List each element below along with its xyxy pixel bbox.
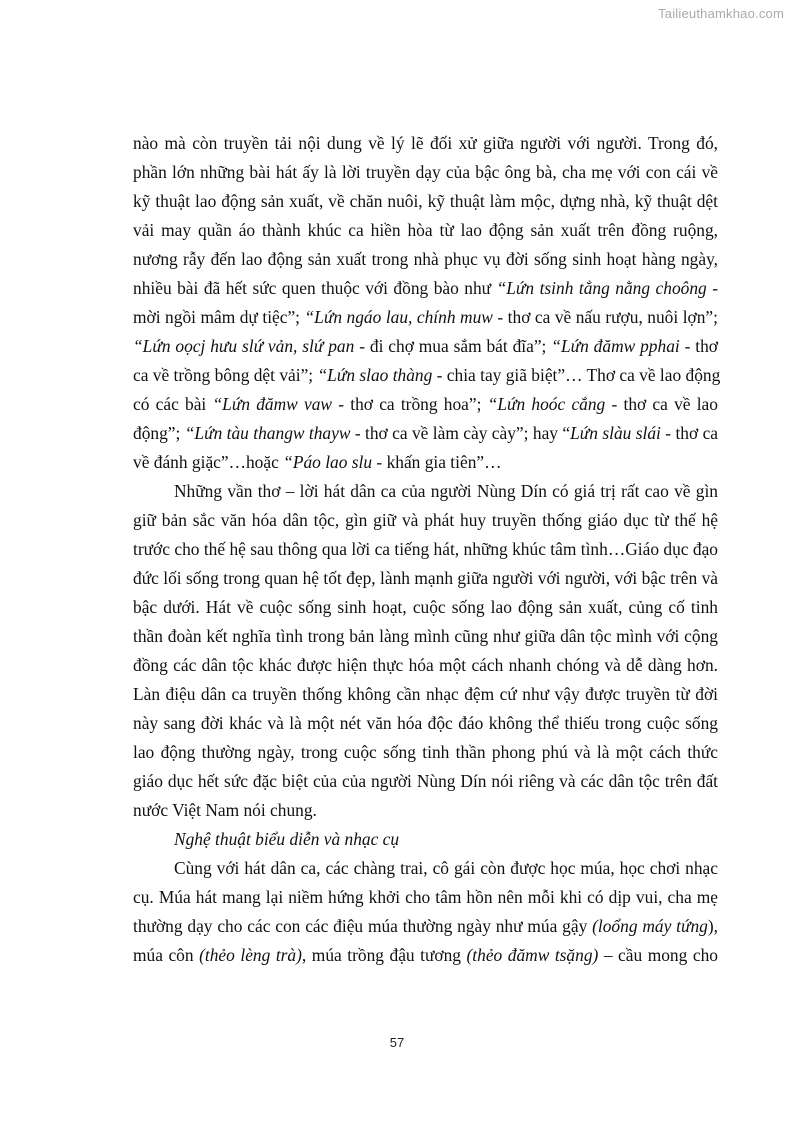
italic-run: Nghệ thuật biểu diễn và nhạc cụ: [174, 829, 400, 849]
italic-run: “Lứn tsinh tẳng nằng choông: [496, 278, 707, 298]
text-run: đức lối sống trong quan hệ tốt đẹp, lành mạnh giữa người với người, với bậc trên và: [133, 568, 718, 588]
text-line: [133, 305, 718, 329]
text-run: – cầu mong cho: [598, 945, 718, 965]
text-line: [133, 363, 721, 387]
text-run: thần đoàn kết nghĩa tình trong bản làng mình cũng như giữa dân tộc mình với cộng: [133, 626, 718, 646]
text-line: [133, 247, 718, 271]
text-run: ca về trồng bông dệt vải”;: [133, 365, 318, 385]
text-run: lao động thường ngày, trong cuộc sống tinh thần phong phú và là một cách thức: [133, 742, 718, 762]
text-line: [133, 682, 718, 706]
text-run: này sang đời khác và là một nét văn hóa độc đáo không thể thiếu trong cuộc sống: [133, 713, 718, 733]
text-run: - chia tay giã biệt”… Thơ ca về lao động: [432, 365, 721, 385]
text-line: [133, 943, 718, 967]
text-run: Những vần thơ – lời hát dân ca của người Nùng Dín có giá trị rất cao về gìn: [174, 481, 718, 501]
text-run: - thơ ca về nấu rượu, nuôi lợn”;: [492, 307, 718, 327]
text-run: động”;: [133, 423, 185, 443]
italic-run: (thẻo đămw tsặng): [466, 945, 599, 965]
text-line: [133, 914, 718, 938]
text-line: [133, 276, 718, 300]
text-line: [133, 131, 718, 155]
italic-run: “Lứn hoóc cắng: [487, 394, 606, 414]
text-run: đồng các dân tộc khác được hiện thực hóa một cách nhanh chóng và dễ dàng hơn.: [133, 655, 718, 675]
text-line: [133, 798, 718, 822]
text-line: [133, 711, 718, 735]
italic-run: (loổng máy tứng: [592, 916, 708, 936]
italic-run: “Lứn ngáo lau, chính muw: [304, 307, 493, 327]
italic-run: (thẻo lèng trà): [199, 945, 302, 965]
text-run: về đánh giặc”…hoặc: [133, 452, 284, 472]
text-run: phần lớn những bài hát ấy là lời truyền dạy của bậc ông bà, cha mẹ với con cái về: [133, 162, 718, 182]
text-run: vải may quần áo thành khúc ca hiền hòa từ lao động sản xuất trên đồng ruộng,: [133, 220, 718, 240]
text-run: nhiều bài đã hết sức quen thuộc với đồng bào như: [133, 278, 497, 298]
text-run: -: [706, 278, 719, 298]
text-line: [133, 392, 718, 416]
text-line: [133, 450, 718, 474]
italic-run: “Páo lao slu: [283, 452, 373, 472]
text-line: [133, 885, 718, 909]
italic-run: “Lứn slao thàng: [317, 365, 433, 385]
watermark: Tailieuthamkhao.com: [658, 6, 784, 21]
text-line: [133, 537, 718, 561]
text-line: [133, 218, 718, 242]
text-line: [174, 479, 718, 503]
text-run: cụ. Múa hát mang lại niềm hứng khởi cho tâm hồn nên mỗi khi có dịp vui, cha mẹ: [133, 887, 718, 907]
text-run: Làn điệu dân ca truyền thống không cần nhạc đệm cứ như vậy được truyền từ đời: [133, 684, 718, 704]
text-line: [133, 508, 718, 532]
text-run: trước cho thế hệ sau thông qua lời ca tiếng hát, những khúc tâm tình…Giáo dục đạo: [133, 539, 718, 559]
text-run: - thơ: [679, 336, 719, 356]
text-run: bậc dưới. Hát về cuộc sống sinh hoạt, cuộc sống lao động sản xuất, củng cố tinh: [133, 597, 718, 617]
text-run: giáo dục hết sức đặc biệt của của người Nùng Dín nói riêng và các dân tộc trên đất: [133, 771, 718, 791]
text-run: kỹ thuật lao động sản xuất, về chăn nuôi, kỹ thuật làm mộc, dựng nhà, kỹ thuật dệt: [133, 191, 718, 211]
text-run: - thơ ca: [660, 423, 719, 443]
text-line: [133, 566, 718, 590]
text-run: thường dạy cho các con các điệu múa thường ngày như múa gậy: [133, 916, 593, 936]
text-line: [133, 769, 718, 793]
text-line: [133, 189, 718, 213]
text-run: có các bài: [133, 394, 213, 414]
italic-run: Lứn slàu slái: [570, 423, 661, 443]
italic-run: “Lứn đămw vaw: [212, 394, 333, 414]
text-run: , múa trồng đậu tương: [301, 945, 467, 965]
text-line: [133, 740, 718, 764]
text-line: [133, 624, 718, 648]
text-run: nào mà còn truyền tải nội dung về lý lẽ đối xử giữa người với người. Trong đó,: [133, 133, 718, 153]
text-run: - thơ ca về làm cày cày”; hay “: [350, 423, 571, 443]
text-run: mời ngồi mâm dự tiệc”;: [133, 307, 305, 327]
italic-run: “Lứn tàu thangw thayw: [184, 423, 351, 443]
text-line: [133, 334, 718, 358]
text-line: [133, 595, 718, 619]
text-line: [133, 421, 718, 445]
text-line: [133, 160, 718, 184]
text-run: - thơ ca trồng hoa”;: [332, 394, 488, 414]
text-line: [133, 653, 718, 677]
italic-run: “Lứn đămw pphai: [551, 336, 680, 356]
text-run: Cùng với hát dân ca, các chàng trai, cô gái còn được học múa, học chơi nhạc: [174, 858, 718, 878]
italic-run: “Lứn oọcj hưu slứ vản, slứ pan: [133, 336, 355, 356]
text-line: [174, 856, 718, 880]
text-run: - thơ ca về lao: [605, 394, 718, 414]
section-heading: [174, 827, 718, 851]
text-run: - đi chợ mua sắm bát đĩa”;: [354, 336, 552, 356]
text-run: - khấn gia tiên”…: [372, 452, 502, 472]
page-number: 57: [389, 1035, 405, 1050]
text-run: nương rẫy đến lao động sản xuất trong nhà phục vụ đời sống sinh hoạt hàng ngày,: [133, 249, 718, 269]
text-run: nước Việt Nam nói chung.: [133, 800, 317, 820]
text-run: múa côn: [133, 945, 200, 965]
text-run: ),: [707, 916, 719, 936]
text-run: giữ bản sắc văn hóa dân tộc, gìn giữ và phát huy truyền thống giáo dục từ thế hệ: [133, 510, 718, 530]
